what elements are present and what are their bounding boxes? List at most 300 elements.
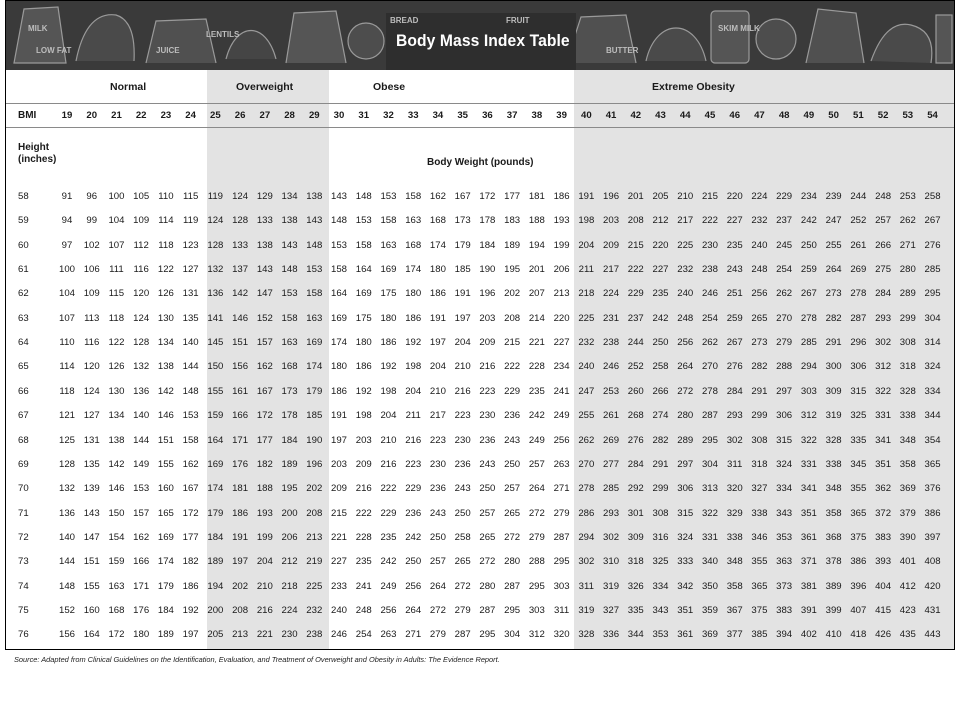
weight-cell: 238 [603, 337, 620, 349]
weight-cell: 234 [553, 361, 570, 373]
body-weight-header: Body Weight (pounds) [427, 157, 534, 168]
weight-cell: 208 [504, 312, 521, 324]
weight-cell: 274 [652, 410, 669, 422]
weight-cell: 164 [83, 629, 100, 641]
weight-cell: 248 [677, 312, 694, 324]
weight-cell: 199 [553, 239, 570, 251]
bmi-table [6, 70, 954, 649]
weight-cell: 137 [232, 264, 249, 276]
weight-cell: 188 [528, 215, 545, 227]
weight-cell: 303 [528, 604, 545, 616]
weight-cell: 229 [405, 483, 422, 495]
weight-cell: 119 [207, 191, 224, 202]
weight-cell: 179 [306, 385, 323, 397]
weight-cell: 373 [776, 580, 793, 592]
weight-cell: 236 [429, 483, 446, 495]
weight-cell: 265 [454, 556, 471, 568]
weight-cell: 229 [504, 385, 521, 397]
weight-cell: 169 [355, 288, 372, 300]
weight-cell: 306 [776, 410, 793, 422]
weight-cell: 163 [281, 337, 298, 349]
weight-cell: 265 [504, 507, 521, 519]
weight-cell: 236 [454, 458, 471, 470]
weight-cell: 297 [677, 458, 694, 470]
weight-cell: 205 [652, 191, 669, 202]
weight-cell: 334 [924, 385, 941, 397]
weight-cell: 329 [726, 507, 743, 519]
weight-cell: 279 [429, 629, 446, 641]
weight-cell: 270 [776, 312, 793, 324]
weight-cell: 140 [133, 410, 150, 422]
weight-cell: 223 [429, 434, 446, 446]
weight-cell: 183 [504, 215, 521, 227]
weight-cell: 186 [355, 361, 372, 373]
weight-cell: 313 [701, 483, 718, 495]
weight-cell: 175 [355, 312, 372, 324]
banner-word-fruit: FRUIT [506, 16, 530, 25]
weight-cell: 243 [726, 264, 743, 276]
weight-cell: 296 [850, 337, 867, 349]
weight-cell: 328 [578, 629, 595, 641]
weight-cell: 181 [528, 191, 545, 202]
weight-cell: 174 [331, 337, 348, 349]
weight-cell: 146 [232, 312, 249, 324]
weight-cell: 378 [825, 556, 842, 568]
weight-cell: 244 [627, 337, 644, 349]
weight-cell: 266 [652, 385, 669, 397]
weight-cell: 261 [603, 410, 620, 422]
weight-cell: 249 [380, 580, 397, 592]
weight-cell: 196 [603, 191, 620, 202]
weight-cell: 257 [528, 458, 545, 470]
bmi-value-36: 36 [482, 110, 493, 121]
weight-cell: 235 [528, 385, 545, 397]
weight-cell: 215 [331, 507, 348, 519]
weight-cell: 252 [627, 361, 644, 373]
weight-cell: 386 [850, 556, 867, 568]
weight-cell: 230 [701, 239, 718, 251]
weight-cell: 271 [899, 239, 916, 251]
weight-cell: 197 [331, 434, 348, 446]
bmi-value-40: 40 [580, 110, 592, 121]
banner-word-bread: BREAD [390, 16, 419, 25]
weight-cell: 273 [751, 337, 768, 349]
weight-cell: 174 [405, 264, 422, 276]
weight-cell: 152 [256, 312, 273, 324]
weight-cell: 233 [331, 580, 348, 592]
weight-cell: 189 [157, 629, 174, 641]
weight-cell: 143 [256, 264, 273, 276]
weight-cell: 295 [553, 556, 570, 568]
weight-cell: 229 [776, 191, 793, 202]
weight-cell: 169 [157, 531, 174, 543]
weight-cell: 213 [306, 531, 323, 543]
weight-cell: 338 [825, 458, 842, 470]
weight-cell: 324 [776, 458, 793, 470]
bmi-value-24: 24 [185, 110, 196, 121]
weight-cell: 213 [553, 288, 570, 300]
height-unit-label: (inches) [18, 154, 57, 165]
weight-cell: 122 [108, 337, 125, 349]
weight-cell: 205 [207, 629, 224, 641]
weight-cell: 104 [58, 288, 75, 300]
weight-cell: 287 [504, 580, 521, 592]
weight-cell: 172 [256, 410, 273, 422]
weight-cell: 222 [701, 215, 718, 227]
weight-cell: 169 [306, 337, 323, 349]
weight-cell: 250 [479, 483, 496, 495]
weight-cell: 251 [726, 288, 743, 300]
weight-cell: 331 [800, 458, 817, 470]
weight-cell: 271 [405, 629, 422, 641]
weight-cell: 178 [281, 410, 298, 422]
height-value: 59 [18, 215, 29, 227]
weight-cell: 160 [83, 604, 100, 616]
weight-cell: 340 [701, 556, 718, 568]
weight-cell: 270 [701, 361, 718, 373]
weight-cell: 203 [355, 434, 372, 446]
weight-cell: 258 [924, 191, 941, 202]
weight-cell: 199 [256, 531, 273, 543]
weight-cell: 209 [603, 239, 620, 251]
weight-cell: 237 [776, 215, 793, 227]
weight-cell: 394 [776, 629, 793, 641]
weight-cell: 250 [405, 556, 422, 568]
weight-cell: 162 [256, 361, 273, 373]
weight-cell: 214 [528, 312, 545, 324]
weight-cell: 308 [899, 337, 916, 349]
weight-cell: 174 [429, 239, 446, 251]
weight-cell: 284 [726, 385, 743, 397]
bmi-value-27: 27 [259, 110, 271, 121]
weight-cell: 184 [207, 531, 224, 543]
weight-cell: 232 [751, 215, 768, 227]
weight-cell: 191 [578, 191, 595, 202]
weight-cell: 172 [108, 629, 125, 641]
weight-cell: 165 [157, 507, 174, 519]
weight-cell: 218 [578, 288, 595, 300]
weight-cell: 295 [701, 434, 718, 446]
bmi-value-19: 19 [61, 110, 73, 121]
weight-cell: 186 [405, 312, 422, 324]
bmi-value-42: 42 [630, 110, 642, 121]
weight-cell: 179 [454, 239, 471, 251]
weight-cell: 278 [701, 385, 718, 397]
weight-cell: 312 [800, 410, 817, 422]
weight-cell: 282 [751, 361, 768, 373]
weight-cell: 225 [677, 239, 694, 251]
weight-cell: 164 [355, 264, 372, 276]
weight-cell: 258 [652, 361, 669, 373]
weight-cell: 94 [61, 215, 73, 227]
height-value: 58 [18, 191, 29, 202]
weight-cell: 383 [776, 604, 793, 616]
bmi-value-33: 33 [407, 110, 419, 121]
bmi-value-35: 35 [457, 110, 468, 121]
weight-cell: 203 [331, 458, 348, 470]
weight-cell: 295 [504, 604, 521, 616]
weight-cell: 367 [726, 604, 743, 616]
weight-cell: 107 [108, 239, 125, 251]
weight-cell: 390 [899, 531, 916, 543]
weight-cell: 359 [701, 604, 718, 616]
weight-cell: 264 [405, 604, 422, 616]
weight-cell: 147 [256, 288, 273, 300]
weight-cell: 166 [232, 410, 249, 422]
weight-cell: 407 [850, 604, 867, 616]
weight-cell: 159 [207, 410, 224, 422]
bmi-header-label: BMI [18, 110, 37, 121]
weight-cell: 136 [133, 385, 150, 397]
weight-cell: 128 [207, 239, 224, 251]
weight-cell: 167 [182, 483, 199, 495]
weight-cell: 216 [454, 385, 471, 397]
weight-cell: 443 [924, 629, 941, 641]
weight-cell: 354 [924, 434, 941, 446]
weight-cell: 179 [157, 580, 174, 592]
weight-cell: 243 [454, 483, 471, 495]
category-extreme-obesity: Extreme Obesity [652, 81, 735, 93]
weight-cell: 210 [429, 385, 446, 397]
weight-cell: 142 [108, 458, 125, 470]
weight-cell: 140 [58, 531, 75, 543]
weight-cell: 173 [454, 215, 471, 227]
weight-cell: 208 [232, 604, 249, 616]
weight-cell: 276 [924, 239, 941, 251]
bmi-value-48: 48 [778, 110, 790, 121]
height-header-label: Height [18, 142, 50, 153]
weight-cell: 325 [652, 556, 669, 568]
weight-cell: 255 [578, 410, 595, 422]
weight-cell: 138 [306, 191, 323, 202]
weight-cell: 358 [825, 507, 842, 519]
weight-cell: 297 [776, 385, 793, 397]
weight-cell: 320 [553, 629, 570, 641]
weight-cell: 221 [256, 629, 273, 641]
weight-cell: 242 [528, 410, 545, 422]
weight-cell: 338 [751, 507, 768, 519]
weight-cell: 202 [504, 288, 521, 300]
weight-cell: 266 [875, 239, 892, 251]
weight-cell: 232 [677, 264, 694, 276]
weight-cell: 319 [825, 410, 842, 422]
source-citation: Source: Adapted from Clinical Guidelines on the Identification, Evaluation, and Treatment of Overweight and Obesity in Adults: The Evidence Report. [14, 655, 500, 664]
weight-cell: 363 [776, 556, 793, 568]
height-value: 60 [18, 239, 29, 251]
bmi-value-50: 50 [828, 110, 839, 121]
weight-cell: 198 [355, 410, 372, 422]
weight-cell: 188 [256, 483, 273, 495]
weight-cell: 160 [157, 483, 174, 495]
weight-cell: 240 [677, 288, 694, 300]
weight-cell: 264 [429, 580, 446, 592]
weight-cell: 230 [429, 458, 446, 470]
weight-cell: 401 [899, 556, 916, 568]
weight-cell: 204 [454, 337, 471, 349]
weight-cell: 241 [553, 385, 570, 397]
weight-cell: 140 [182, 337, 199, 349]
weight-cell: 138 [256, 239, 273, 251]
weight-cell: 342 [677, 580, 694, 592]
weight-cell: 302 [875, 337, 892, 349]
weight-cell: 197 [454, 312, 471, 324]
weight-cell: 315 [850, 385, 867, 397]
weight-cell: 240 [578, 361, 595, 373]
weight-cell: 227 [726, 215, 743, 227]
weight-cell: 148 [58, 580, 75, 592]
weight-cell: 136 [207, 288, 224, 300]
bmi-value-38: 38 [531, 110, 543, 121]
weight-cell: 105 [133, 191, 150, 202]
weight-cell: 224 [751, 191, 768, 202]
weight-cell: 143 [306, 215, 323, 227]
weight-cell: 431 [924, 604, 941, 616]
weight-cell: 291 [652, 458, 669, 470]
weight-cell: 376 [924, 483, 941, 495]
weight-cell: 232 [578, 337, 595, 349]
weight-cell: 386 [924, 507, 941, 519]
weight-cell: 318 [899, 361, 916, 373]
weight-cell: 212 [281, 556, 298, 568]
weight-cell: 344 [627, 629, 644, 641]
weight-cell: 284 [627, 458, 644, 470]
weight-cell: 144 [133, 434, 150, 446]
bmi-value-30: 30 [333, 110, 345, 121]
weight-cell: 250 [652, 337, 669, 349]
weight-cell: 203 [603, 215, 620, 227]
weight-cell: 242 [405, 531, 422, 543]
weight-cell: 202 [306, 483, 323, 495]
weight-cell: 213 [232, 629, 249, 641]
weight-cell: 255 [825, 239, 842, 251]
height-value: 73 [18, 556, 29, 568]
weight-cell: 278 [800, 312, 817, 324]
weight-cell: 410 [825, 629, 842, 641]
weight-cell: 148 [355, 191, 372, 202]
weight-cell: 418 [850, 629, 867, 641]
weight-cell: 135 [182, 312, 199, 324]
weight-cell: 134 [281, 191, 298, 202]
weight-cell: 153 [133, 483, 150, 495]
weight-cell: 393 [875, 556, 892, 568]
bmi-value-46: 46 [729, 110, 741, 121]
weight-cell: 242 [800, 215, 817, 227]
weight-cell: 156 [58, 629, 75, 641]
weight-cell: 116 [133, 264, 149, 276]
weight-cell: 197 [429, 337, 446, 349]
bmi-value-26: 26 [234, 110, 246, 121]
weight-cell: 241 [355, 580, 372, 592]
weight-cell: 331 [875, 410, 892, 422]
weight-cell: 256 [380, 604, 397, 616]
weight-cell: 222 [355, 507, 372, 519]
weight-cell: 192 [355, 385, 372, 397]
weight-cell: 215 [504, 337, 521, 349]
weight-cell: 175 [380, 288, 397, 300]
weight-cell: 143 [281, 239, 298, 251]
bmi-value-47: 47 [754, 110, 765, 121]
weight-cell: 335 [627, 604, 644, 616]
weight-cell: 150 [108, 507, 125, 519]
weight-cell: 301 [627, 507, 644, 519]
weight-cell: 408 [924, 556, 941, 568]
weight-cell: 202 [232, 580, 249, 592]
weight-cell: 250 [429, 531, 446, 543]
weight-cell: 163 [108, 580, 125, 592]
weight-cell: 272 [504, 531, 521, 543]
weight-cell: 149 [133, 458, 150, 470]
weight-cell: 276 [627, 434, 644, 446]
weight-cell: 169 [207, 458, 224, 470]
weight-cell: 221 [528, 337, 545, 349]
weight-cell: 306 [850, 361, 867, 373]
weight-cell: 355 [850, 483, 867, 495]
weight-cell: 161 [232, 385, 249, 397]
weight-cell: 308 [652, 507, 669, 519]
weight-cell: 232 [306, 604, 323, 616]
weight-cell: 133 [256, 215, 273, 227]
weight-cell: 148 [182, 385, 199, 397]
weight-cell: 346 [751, 531, 768, 543]
weight-cell: 299 [899, 312, 916, 324]
weight-cell: 309 [825, 385, 842, 397]
weight-cell: 300 [825, 361, 842, 373]
weight-cell: 203 [479, 312, 496, 324]
weight-cell: 192 [182, 604, 199, 616]
weight-cell: 353 [652, 629, 669, 641]
weight-cell: 249 [553, 410, 570, 422]
weight-cell: 245 [776, 239, 793, 251]
weight-cell: 302 [603, 531, 620, 543]
weight-cell: 132 [58, 483, 75, 495]
weight-cell: 391 [800, 604, 817, 616]
weight-cell: 309 [627, 531, 644, 543]
weight-cell: 143 [83, 507, 100, 519]
weight-cell: 182 [256, 458, 273, 470]
weight-cell: 365 [751, 580, 768, 592]
weight-cell: 334 [776, 483, 793, 495]
weight-cell: 210 [677, 191, 694, 202]
weight-cell: 259 [726, 312, 743, 324]
weight-cell: 112 [133, 239, 149, 251]
weight-cell: 279 [454, 604, 471, 616]
weight-cell: 126 [157, 288, 174, 300]
weight-cell: 136 [58, 507, 75, 519]
weight-cell: 295 [528, 580, 545, 592]
weight-cell: 322 [701, 507, 718, 519]
weight-cell: 308 [751, 434, 768, 446]
weight-cell: 253 [899, 191, 916, 202]
weight-cell: 148 [331, 215, 348, 227]
weight-cell: 396 [850, 580, 867, 592]
bmi-value-31: 31 [358, 110, 370, 121]
bmi-value-39: 39 [556, 110, 567, 121]
weight-cell: 206 [553, 264, 570, 276]
weight-cell: 310 [603, 556, 620, 568]
weight-cell: 256 [553, 434, 570, 446]
weight-cell: 216 [256, 604, 273, 616]
weight-cell: 324 [924, 361, 941, 373]
weight-cell: 194 [207, 580, 224, 592]
weight-cell: 365 [924, 458, 941, 470]
weight-cell: 227 [331, 556, 348, 568]
weight-cell: 196 [306, 458, 323, 470]
height-value: 61 [18, 264, 29, 276]
weight-cell: 320 [726, 483, 743, 495]
weight-cell: 106 [83, 264, 100, 276]
weight-cell: 186 [331, 385, 348, 397]
weight-cell: 189 [207, 556, 224, 568]
